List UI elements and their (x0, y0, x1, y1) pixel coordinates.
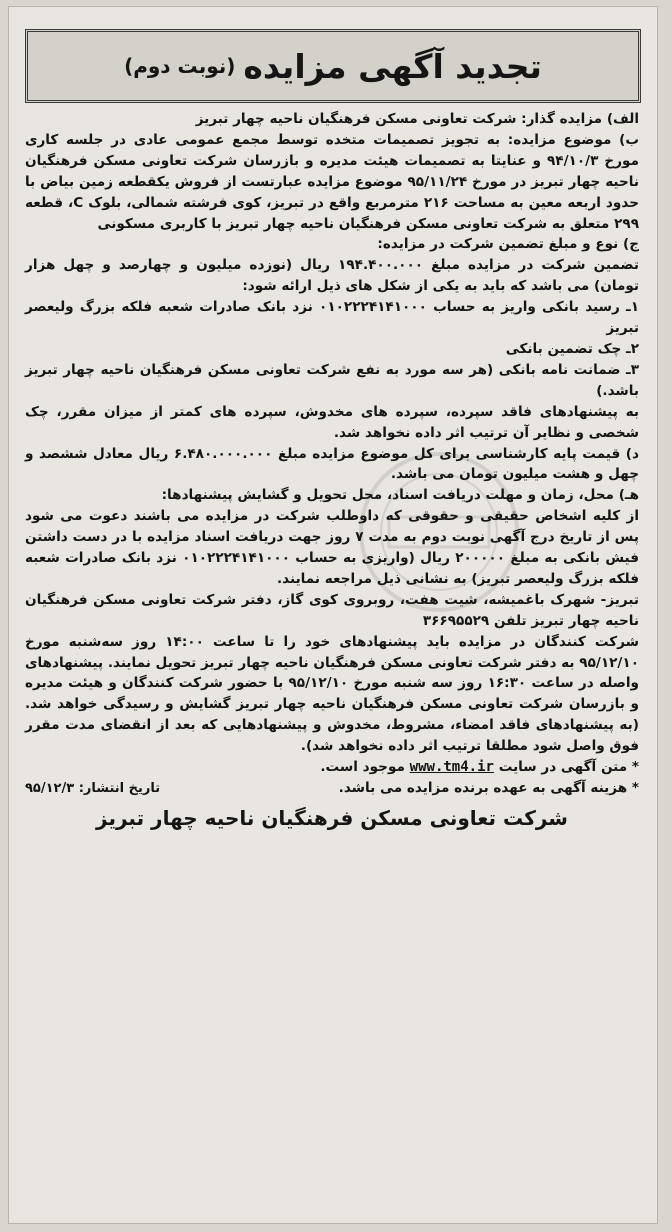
site-link[interactable]: www.tm4.ir (409, 759, 494, 776)
page-title: تجدید آگهی مزایده (243, 46, 542, 86)
section-c-note: به پیشنهادهای فاقد سپرده، سپرده های مخدوش، سپرده های کمتر از میزان مقرر، چک شخصی و نظایر آن ترتیب اثر داده نخواهد شد. (25, 403, 639, 441)
title-box (25, 29, 641, 103)
title-round: (نوبت دوم) (124, 54, 236, 78)
section-b: ب) موضوع مزایده: به تجویز تصمیمات متخده توسط مجمع عمومی عادی در جلسه کاری مورخ ۹۴/۱۰/۳ و عنایتا به تصمیمات هیئت مدیره و بازرسان شرکت تعاونی مسکن فرهنگیان ناحیه چهار تبریز در مورخ ۹۵/۱۱/۲۴ موضوع مزایده عبارتست از فروش یکقطعه زمین بیاض با حدود اربعه معین به مساحت ۲۱۶ مترمربع واقع در تبریز، کوی فرشته شمالی، بلوک C، قطعه ۲۹۹ متعلق به شرکت تعاونی مسکن فرهنگیان ناحیه چهار تبریز با کاربری مسکونی (25, 131, 639, 232)
section-c-item-2: ۲ـ چک تضمین بانکی (505, 340, 639, 357)
section-c-heading: ج) نوع و مبلغ تضمین شرکت در مزایده: (377, 236, 639, 253)
note-cost: * هزینه آگهی به عهده برنده مزایده می باشد. (338, 780, 639, 796)
notice-body (9, 109, 657, 829)
note-site-suffix: موجود است. (320, 759, 405, 776)
newspaper-clipping (8, 6, 658, 1224)
section-h-text-2: شرکت کنندگان در مزایده باید پیشنهادهای خود را تا ساعت ۱۴:۰۰ روز سه‌شنبه مورخ ۹۵/۱۲/۱۰ به دفتر شرکت تعاونی مسکن فرهنگیان ناحیه چهار تبریز تحویل نمایند. پیشنهادهای واصله در ساعت ۱۶:۳۰ روز سه شنبه مورخ ۹۵/۱۲/۱۰ با حضور شرکت کنندگان و هیئت مدیره و بازرسان شرکت تعاونی مسکن فرهنگیان ناحیه چهار تبریز گشایش و رسیدگی خواهد شد. (به پیشنهادهای فاقد امضاء، مشروط، مخدوش و پیشنهادهایی که بعد از انقضای مدت مقرر فوق واصل شود مطلقا ترتیب اثر داده نخواهد شد). (25, 633, 639, 755)
signature: شرکت تعاونی مسکن فرهنگیان ناحیه چهار تبریز (96, 805, 568, 830)
section-c-item-3: ۳ـ ضمانت نامه بانکی (هر سه مورد به نفع شرکت تعاونی مسکن فرهنگیان ناحیه چهار تبریز باشد.) (25, 361, 639, 399)
section-h-text-1: از کلیه اشخاص حقیقی و حقوقی که داوطلب شرکت در مزایده می باشند دعوت می شود پس از تاریخ درج آگهی نوبت دوم به مدت ۷ روز جهت دریافت اسناد مزایده با در دست داشتن فیش بانکی به مبلغ ۲۰۰۰۰۰ ریال (واریزی به حساب ۰۱۰۲۲۲۴۱۴۱۰۰۰ نزد بانک صادرات شعبه فلکه بزرگ ولیعصر تبریز) به نشانی ذیل مراجعه نمایند. (25, 508, 639, 587)
publish-date: تاریخ انتشار: ۹۵/۱۲/۳ (25, 781, 161, 796)
note-site-prefix: * متن آگهی در سایت (498, 759, 639, 776)
note-cost-row (25, 778, 639, 800)
section-c-text: تضمین شرکت در مزایده مبلغ ۱۹۴.۴۰۰.۰۰۰ ریال (نوزده میلیون و چهارصد و چهل هزار تومان) می باشد که باید به یکی از شکل های ذیل ارائه شود: (25, 257, 640, 295)
section-h-address: تبریز- شهرک باغمیشه، شیت هفت، روبروی کوی گاز، دفتر شرکت تعاونی مسکن فرهنگیان ناحیه چهار تبریز تلفن ۳۶۶۹۵۵۲۹ (25, 591, 639, 629)
note-site (25, 757, 639, 778)
section-c-item-1: ۱ـ رسید بانکی واریز به حساب ۰۱۰۲۲۲۴۱۴۱۰۰۰ نزد بانک صادرات شعبه فلکه بزرگ ولیعصر تبریز (25, 299, 639, 337)
section-h-heading: هـ) محل، زمان و مهلت دریافت اسناد، محل تحویل و گشایش پیشنهادها: (161, 487, 639, 504)
section-a: الف) مزایده گذار: شرکت تعاونی مسکن فرهنگیان ناحیه چهار تبریز (195, 111, 639, 127)
section-d: د) قیمت پایه کارشناسی برای کل موضوع مزایده مبلغ ۶.۴۸۰.۰۰۰.۰۰۰ ریال معادل ششصد و چهل و هشت میلیون تومان می باشد. (25, 445, 639, 483)
